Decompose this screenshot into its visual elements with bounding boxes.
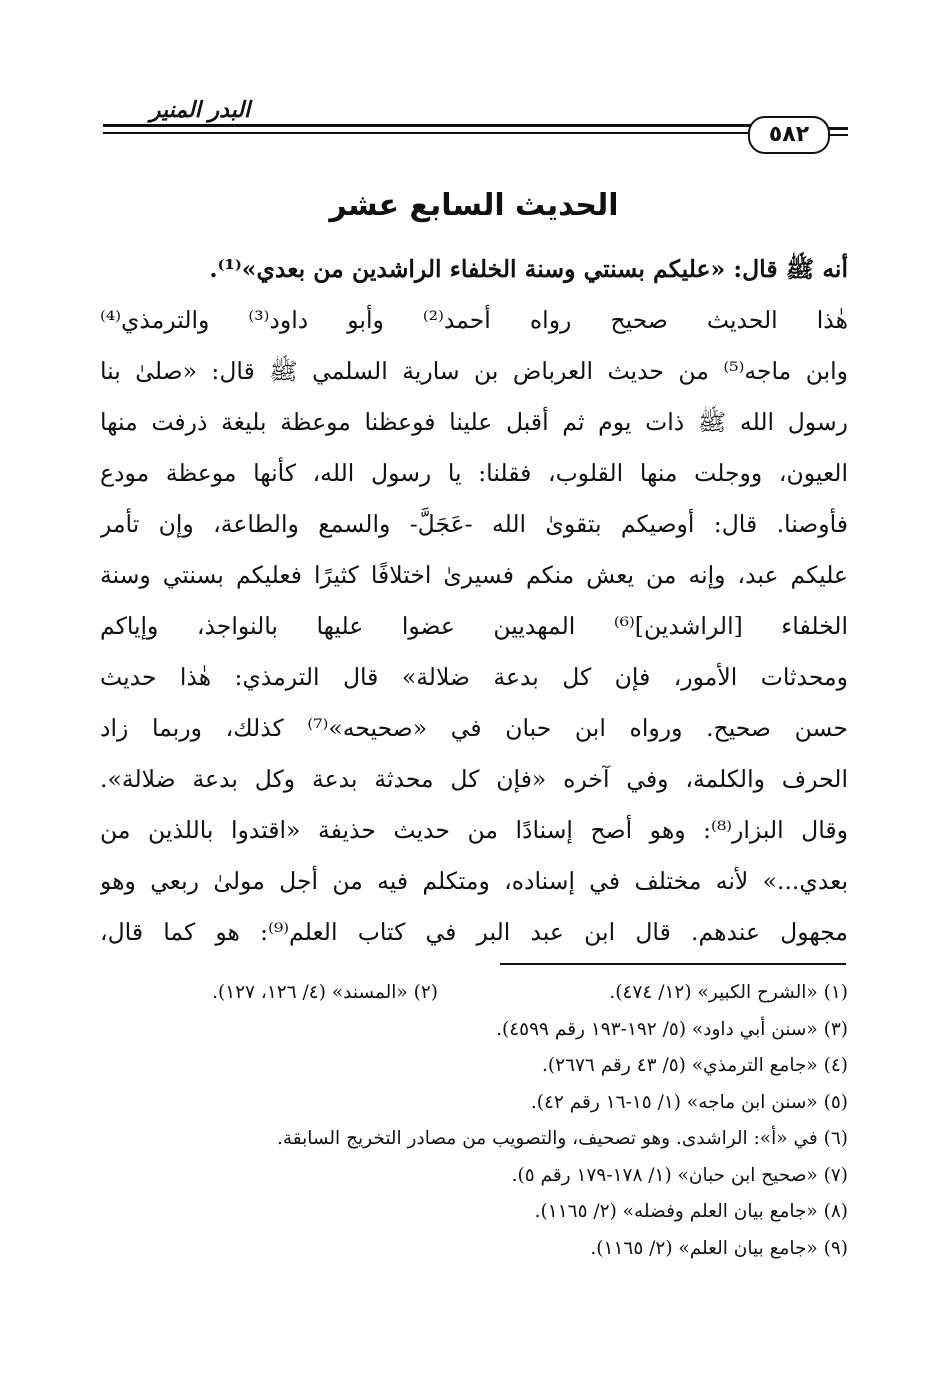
footnote-row <box>100 1231 848 1268</box>
body-line: بعدي...» لأنه مختلف في إسناده، ومتكلم فيه من أجل مولىٰ ربعي وهو <box>100 867 848 895</box>
body-line: رسول الله ﷺ ذات يوم ثم أقبل علينا فوعظنا موعظة بليغة ذرفت منها <box>100 408 848 436</box>
footnote-1: (١) «الشرح الكبير» (١٢/ ٤٧٤). <box>609 982 848 1003</box>
body-line: ومحدثات الأمور، فإن كل بدعة ضلالة» قال الترمذي: هٰذا حديث <box>100 663 848 691</box>
footnote-2: (٢) «المسند» (٤/ ١٢٦، ١٢٧). <box>212 982 438 1003</box>
footnote-3: (٣) «سنن أبي داود» (٥/ ١٩٢-١٩٣ رقم ٤٥٩٩). <box>496 1018 848 1040</box>
body-line: عليكم عبد، وإنه من يعش منكم فسيرىٰ اختلافًا كثيرًا فعليكم بسنتي وسنة <box>100 561 848 589</box>
body-line: الحرف والكلمة، وفي آخره «فإن كل محدثة بدعة وكل بدعة ضلالة». <box>100 765 848 793</box>
footnote-row <box>100 1048 848 1085</box>
body-line: وابن ماجه⁽⁵⁾ من حديث العرباض بن سارية السلمي ﷺ قال: «صلىٰ بنا <box>100 357 848 385</box>
body-line: فأوصنا. قال: أوصيكم بتقوىٰ الله -عَجَلَّ- والسمع والطاعة، وإن تأمر <box>100 510 848 538</box>
footnote-row <box>100 1158 848 1195</box>
footnote-row <box>100 1194 848 1231</box>
footnotes <box>100 975 848 1267</box>
footnote-5: (٥) «سنن ابن ماجه» (١/ ١٥-١٦ رقم ٤٢). <box>530 1091 848 1113</box>
body-line: العيون، ووجلت منها القلوب، فقلنا: يا رسول الله، كأنها موعظة مودع <box>100 459 848 487</box>
footnote-8: (٨) «جامع بيان العلم وفضله» (٢/ ١١٦٥). <box>534 1201 848 1222</box>
body-line: وقال البزار⁽⁸⁾: وهو أصح إسنادًا من حديث حذيفة «اقتدوا باللذين من <box>100 816 848 844</box>
body-line: أنه ﷺ قال: «عليكم بسنتي وسنة الخلفاء الراشدين من بعدي»⁽¹⁾. <box>209 255 848 283</box>
body-line: هٰذا الحديث صحيح رواه أحمد⁽²⁾ وأبو داود⁽³⁾ والترمذي⁽⁴⁾ <box>100 306 848 334</box>
header-rule-top <box>103 124 751 127</box>
footnote-row <box>100 1012 848 1049</box>
footnote-row <box>100 1121 848 1158</box>
running-title: البدر المنير <box>149 98 251 123</box>
header-rule-bottom <box>103 132 751 134</box>
footnote-row <box>100 1085 848 1122</box>
footnote-7: (٧) «صحيح ابن حبان» (١/ ١٧٨-١٧٩ رقم ٥). <box>511 1164 848 1186</box>
footnote-row <box>100 975 848 1012</box>
body-line: الخلفاء [الراشدين]⁽⁶⁾ المهديين عضوا عليها بالنواجذ، وإياكم <box>100 612 848 640</box>
body-line: حسن صحيح. ورواه ابن حبان في «صحيحه»⁽⁷⁾ كذلك، وربما زاد <box>100 714 848 742</box>
footnote-9: (٩) «جامع بيان العلم» (٢/ ١١٦٥). <box>590 1237 848 1259</box>
footnote-separator <box>500 963 846 965</box>
footnote-6: (٦) في «أ»: الراشدى. وهو تصحيف، والتصويب من مصادر التخريج السابقة. <box>276 1128 848 1149</box>
page-number: ٥٨٢ <box>748 116 830 154</box>
hadith-heading: الحديث السابع عشر <box>329 188 619 223</box>
body-text <box>100 244 848 958</box>
footnote-4: (٤) «جامع الترمذي» (٥/ ٤٣ رقم ٢٦٧٦). <box>541 1055 848 1076</box>
body-line: مجهول عندهم. قال ابن عبد البر في كتاب العلم⁽⁹⁾: هو كما قال، <box>100 918 848 946</box>
